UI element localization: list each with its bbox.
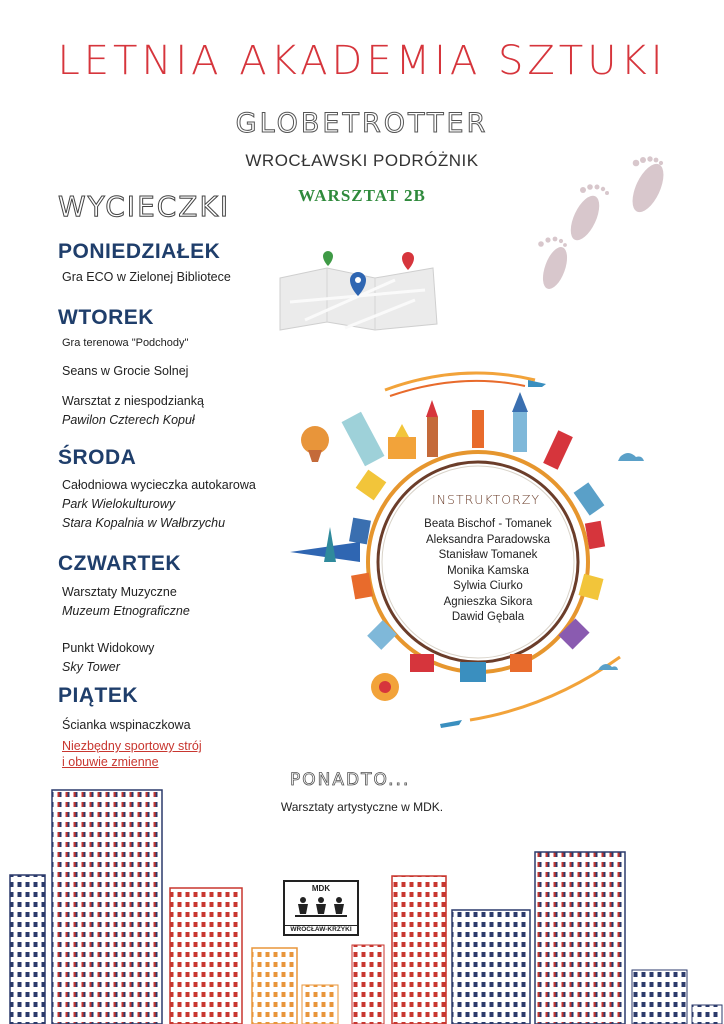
monday-item-1: Gra ECO w Zielonej Bibliotece [62, 270, 231, 284]
tuesday-item-1: Gra terenowa "Podchody" [62, 337, 189, 349]
instructor-name: Stanisław Tomanek [438, 549, 538, 561]
program-subtitle: WROCŁAWSKI PODRÓŻNIK [245, 151, 479, 170]
friday-item-1: Ścianka wspinaczkowa [62, 718, 191, 732]
footprints-icon [525, 150, 690, 315]
day-thursday: CZWARTEK [58, 552, 181, 575]
day-tuesday: WTOREK [58, 306, 154, 329]
thursday-item-1: Warsztaty Muzyczne [62, 585, 177, 599]
day-monday: PONIEDZIAŁEK [58, 240, 221, 263]
thursday-item-2: Muzeum Etnograficzne [62, 604, 190, 618]
thursday-item-4: Sky Tower [62, 660, 120, 674]
children-icon [293, 895, 349, 921]
logo-subtext: WROCŁAW-KRZYKI [285, 925, 357, 933]
day-friday: PIĄTEK [58, 684, 139, 707]
wednesday-item-2: Park Wielokulturowy [62, 497, 176, 511]
thursday-item-3: Punkt Widokowy [62, 641, 155, 655]
friday-note-1: Niezbędny sportowy strój [62, 739, 202, 753]
page-title: LETNIA AKADEMIA SZTUKI [57, 38, 667, 84]
tuesday-item-3: Warsztat z niespodzianką [62, 394, 204, 408]
city-skyline-illustration [0, 780, 724, 1024]
map-icon [275, 250, 440, 332]
instructor-name: Dawid Gębala [451, 611, 525, 623]
logo-text: MDK [311, 884, 331, 893]
balloon-icon [301, 426, 329, 454]
instructors-heading: INSTRUKTORZY [432, 492, 541, 507]
tuesday-item-4: Pawilon Czterech Kopuł [62, 413, 195, 427]
instructor-name: Sylwia Ciurko [453, 580, 523, 592]
wednesday-item-1: Całodniowa wycieczka autokarowa [62, 478, 256, 492]
friday-note-2: i obuwie zmienne [62, 755, 159, 769]
tuesday-item-2: Seans w Grocie Solnej [62, 364, 189, 378]
instructor-name: Monika Kamska [447, 564, 529, 577]
workshop-label: WARSZTAT 2B [298, 186, 426, 205]
trips-heading: WYCIECZKI [58, 190, 231, 223]
program-name: GLOBETROTTER [235, 108, 489, 139]
extra-text: Warsztaty artystyczne w MDK. [280, 800, 444, 814]
airplane-icon-2 [440, 720, 462, 728]
instructors-list [404, 517, 572, 626]
airplane-icon [528, 380, 546, 387]
mdk-logo [283, 880, 359, 936]
instructor-name: Aleksandra Paradowska [425, 533, 550, 546]
extra-heading: PONADTO... [290, 770, 411, 790]
day-wednesday: ŚRODA [58, 446, 137, 469]
instructor-name: Agnieszka Sikora [443, 595, 533, 608]
instructor-name: Beata Bischof - Tomanek [424, 518, 552, 530]
wednesday-item-3: Stara Kopalnia w Wałbrzychu [62, 516, 226, 530]
